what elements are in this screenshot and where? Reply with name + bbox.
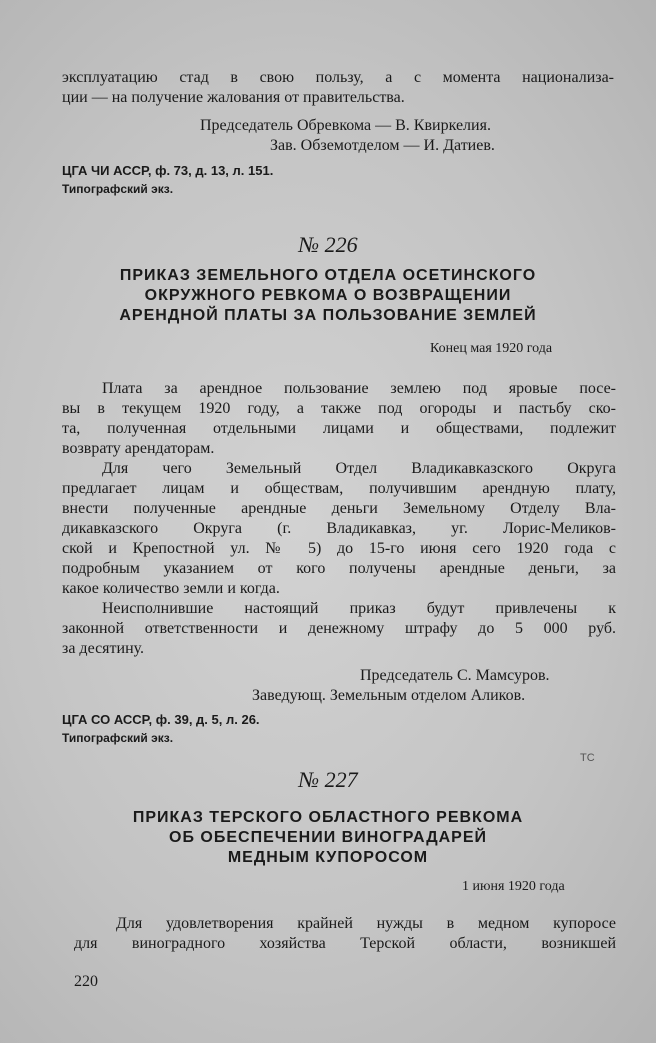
document-title-line: МЕДНЫМ КУПОРОСОМ [227, 849, 429, 866]
body-line: возврату арендаторам. [62, 440, 215, 457]
document-title-line: ПРИКАЗ ЗЕМЕЛЬНОГО ОТДЕЛА ОСЕТИНСКОГО [119, 267, 537, 284]
body-line: Неисполнившие настоящий приказ будут привлечены к [102, 600, 616, 617]
archive-source-type: Типографский экз. [62, 182, 174, 196]
body-line: внести полученные арендные деньги Земельному Отделу Вла- [62, 500, 616, 517]
document-date: 1 июня 1920 года [462, 879, 565, 894]
body-line: за десятину. [62, 640, 145, 657]
signature-chairman: Председатель Обревкома — В. Квиркелия. [200, 117, 491, 134]
body-line: законной ответственности и денежному штрафу до 5 000 руб. [62, 620, 616, 637]
body-line: Для чего Земельный Отдел Владикавказского Округа [102, 460, 616, 477]
body-line: та, полученная отдельными лицами и обществами, подлежит [62, 420, 616, 437]
archive-stamp-mark: ТС [580, 752, 595, 764]
archive-source-type: Типографский экз. [62, 731, 174, 745]
document-title-line: АРЕНДНОЙ ПЛАТЫ ЗА ПОЛЬЗОВАНИЕ ЗЕМЛЕЙ [119, 307, 537, 324]
signature-chairman: Председатель С. Мамсуров. [360, 667, 550, 684]
body-line: подробным указанием от кого получены арендные деньги, за [62, 560, 616, 577]
body-line: эксплуатацию стад в свою пользу, а с момента национализа- [62, 69, 614, 86]
body-line: предлагает лицам и обществам, получившим арендную плату, [62, 480, 616, 497]
body-line: вы в текущем 1920 году, а также под огороды и пастьбу ско- [62, 400, 616, 417]
document-title-line: ОКРУЖНОГО РЕВКОМА О ВОЗВРАЩЕНИИ [144, 287, 512, 304]
document-date: Конец мая 1920 года [430, 341, 553, 356]
body-line: ции — на получение жалования от правительства. [62, 89, 405, 106]
page-number: 220 [74, 973, 98, 990]
signature-head: Заведующ. Земельным отделом Аликов. [252, 687, 526, 704]
document-number: № 226 [298, 232, 358, 257]
body-line: Для удовлетворения крайней нужды в медном купоросе [116, 915, 616, 932]
archive-source: ЦГА СО АССР, ф. 39, д. 5, л. 26. [62, 712, 260, 727]
signature-head: Зав. Обземотделом — И. Датиев. [270, 137, 495, 154]
document-title-line: ОБ ОБЕСПЕЧЕНИИ ВИНОГРАДАРЕЙ [169, 829, 487, 846]
body-line: дикавказского Округа (г. Владикавказ, уг. Лорис-Меликов- [62, 520, 616, 537]
archive-source: ЦГА ЧИ АССР, ф. 73, д. 13, л. 151. [62, 163, 274, 178]
body-line: ской и Крепостной ул. № 5) до 15-го июня сего 1920 года с [62, 540, 616, 557]
document-title-line: ПРИКАЗ ТЕРСКОГО ОБЛАСТНОГО РЕВКОМА [132, 809, 524, 826]
body-line: для виноградного хозяйства Терской области, возникшей [74, 935, 616, 952]
document-number: № 227 [298, 767, 358, 792]
body-line: Плата за арендное пользование землею под яровые посе- [102, 380, 616, 397]
body-line: какое количество земли и когда. [62, 580, 280, 597]
